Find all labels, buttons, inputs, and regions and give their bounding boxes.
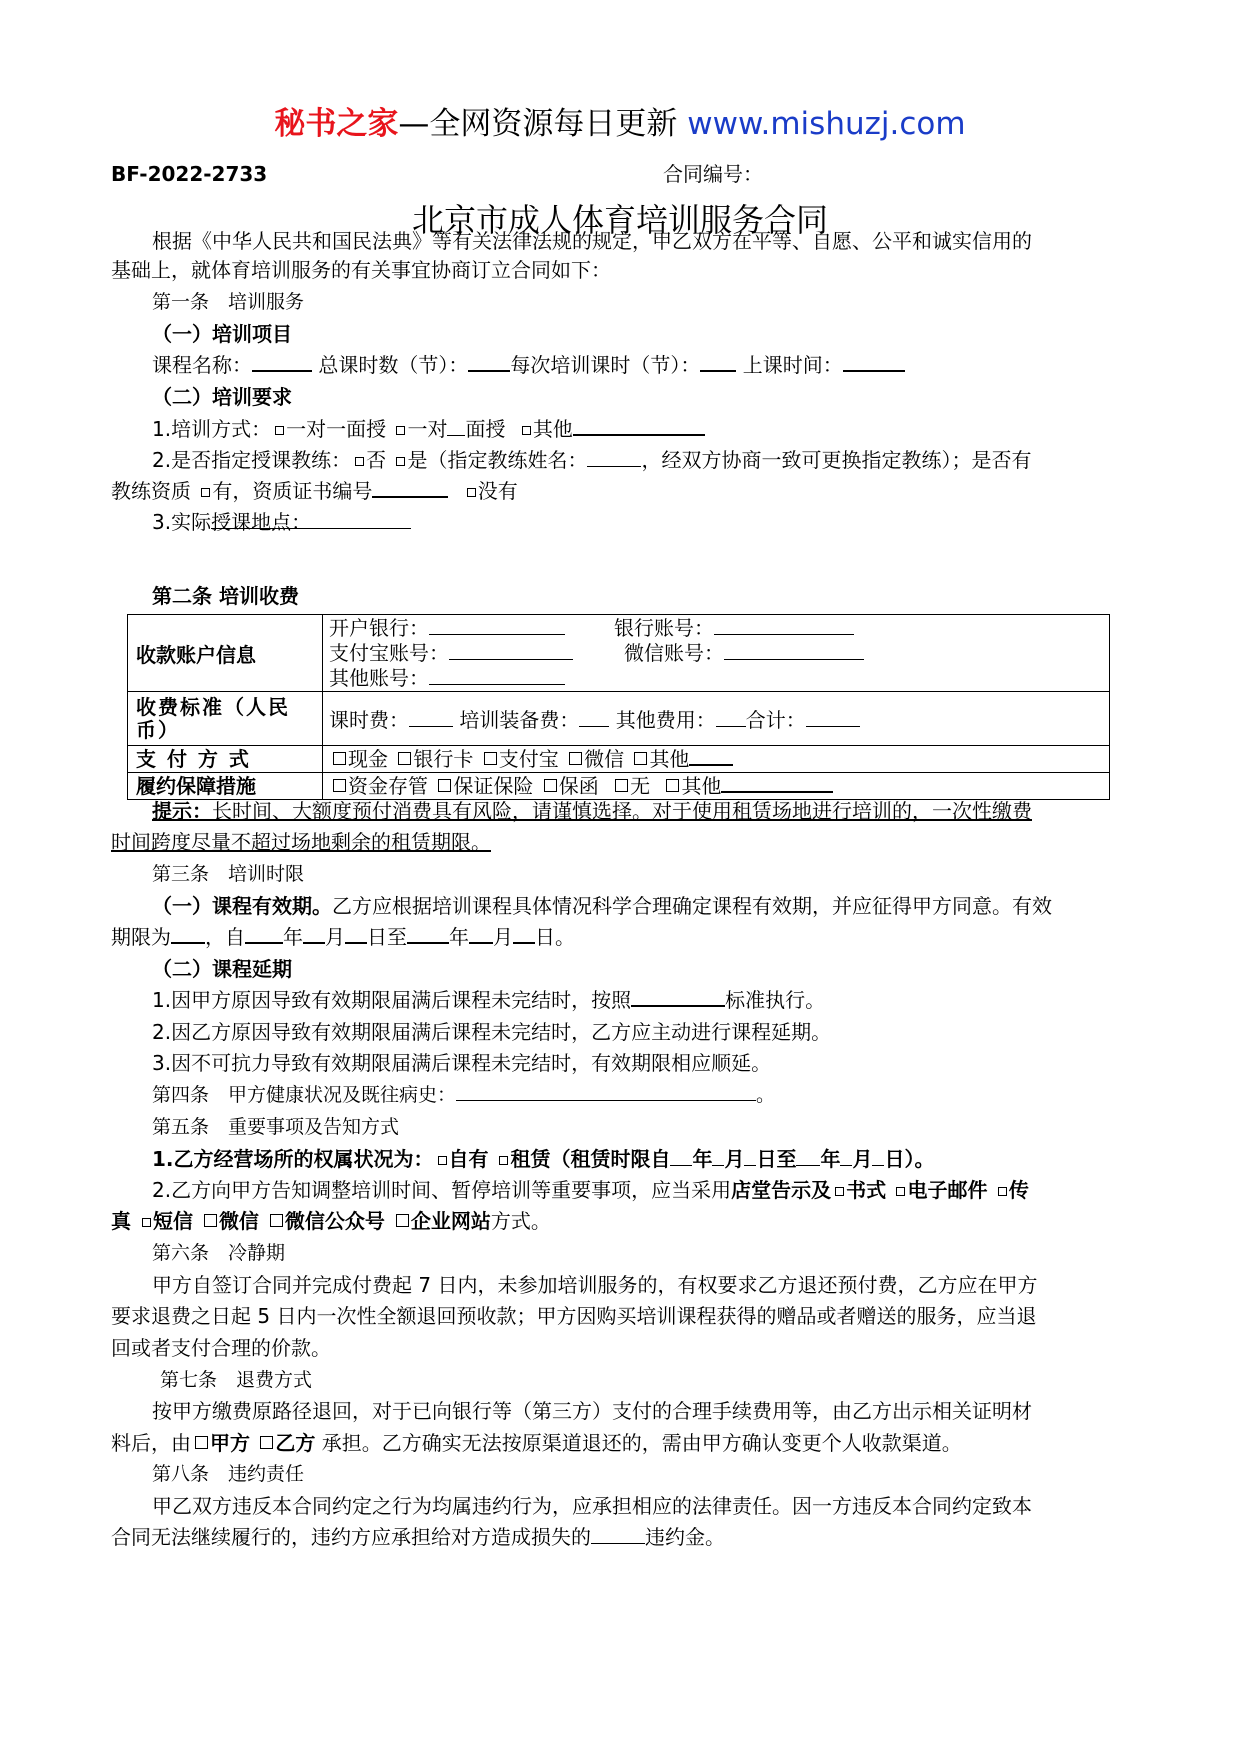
contract-number-label: 合同编号： — [663, 162, 763, 186]
class-time-label: 上课时间： — [742, 353, 843, 377]
notice-option-fax: 传 — [1008, 1178, 1029, 1202]
checkbox-guarantee-other[interactable] — [666, 779, 679, 792]
tip-label: 提示： — [152, 799, 212, 823]
pay-option-cash: 现金 — [348, 747, 388, 771]
checkbox-wechat-official[interactable] — [270, 1214, 283, 1227]
lease-year-label: 年 — [692, 1147, 713, 1171]
per-session-blank[interactable] — [700, 350, 736, 372]
fee-hour-blank[interactable] — [409, 708, 453, 727]
pay-option-wechat: 微信 — [584, 747, 625, 771]
notice-option-fax-cont: 真 — [111, 1209, 131, 1233]
pay-other-blank[interactable] — [689, 746, 733, 766]
training-mode-label: 1.培训方式： — [152, 417, 272, 441]
coach-no-label: 否 — [366, 448, 387, 472]
fee-hour-label: 课时费： — [329, 708, 409, 732]
checkbox-website[interactable] — [396, 1214, 409, 1227]
fee-total-blank[interactable] — [806, 708, 860, 727]
pay-option-alipay: 支付宝 — [498, 747, 559, 771]
delay-line-1 — [152, 984, 1140, 1016]
intro-line-2: 基础上，就体育培训服务的有关事宜协商订立合同如下： — [111, 258, 611, 282]
certificate-number-blank[interactable] — [372, 476, 448, 498]
article-8-heading: 第八条 违约责任 — [152, 1463, 305, 1485]
qualification-no-label: 没有 — [477, 479, 518, 503]
course-name-blank[interactable] — [252, 350, 312, 372]
validity-text: 乙方应根据培训课程具体情况科学合理确定课程有效期，并应征得甲方同意。有效 — [332, 894, 1052, 918]
article-1-section-1: （一）培训项目 — [152, 322, 292, 346]
checkbox-written[interactable] — [835, 1187, 844, 1196]
coach-qualification-label: 教练资质 — [111, 479, 191, 503]
checkbox-none[interactable] — [615, 779, 628, 792]
notice-option-sms: 短信 — [152, 1209, 193, 1233]
validity-period-line — [111, 921, 1140, 953]
checkbox-insurance[interactable] — [438, 779, 451, 792]
notice-option-store: 店堂告示及 — [731, 1178, 832, 1202]
checkbox-coach-no[interactable] — [355, 457, 364, 466]
article-1-section-2: （二）培训要求 — [152, 385, 292, 409]
wechat-label: 微信账号： — [624, 640, 724, 665]
pay-option-other: 其他 — [649, 747, 690, 771]
mode-option-other: 其他 — [532, 417, 573, 441]
refund-option-party-b: 乙方 — [275, 1431, 316, 1455]
tip-line-2: 时间跨度尽量不超过场地剩余的租赁期限。 — [111, 830, 491, 854]
lease-start-year-blank[interactable] — [670, 1145, 692, 1166]
checkbox-cash[interactable] — [333, 752, 346, 765]
table-row — [128, 692, 1110, 746]
article-6-line-2: 要求退费之日起 5 日内一次性全额退回预收款；甲方因购买培训课程获得的赠品或者赠送的服务，应当退 — [111, 1304, 1037, 1328]
coach-name-blank[interactable] — [587, 446, 641, 467]
article-5-item-2-cont — [111, 1205, 1140, 1237]
month-label-2: 月 — [493, 925, 513, 949]
bank-account-label: 银行账号： — [614, 615, 714, 640]
lease-end-year-blank[interactable] — [796, 1145, 820, 1166]
validity-blank[interactable] — [171, 922, 205, 944]
intro-line-1: 根据《中华人民共和国民法典》等有关法律法规的规定，甲乙双方在平等、自愿、公平和诚实信用的 — [152, 229, 1032, 253]
article-5-item-1 — [152, 1143, 1140, 1175]
article-4-end: 。 — [756, 1084, 776, 1106]
lease-day-end: 日）。 — [884, 1147, 935, 1171]
guarantee-option-other: 其他 — [681, 774, 722, 798]
day-label-end: 日。 — [535, 925, 575, 949]
coach-yes-tail: ，经双方协商一致可更换指定教练）；是否有 — [641, 448, 1032, 472]
alipay-blank[interactable] — [449, 641, 573, 660]
ownership-label: 1.乙方经营场所的权属状况为： — [152, 1147, 434, 1171]
checkbox-mode-other[interactable] — [522, 426, 531, 435]
delay-1-tail: 标准执行。 — [725, 988, 826, 1012]
article-8-line-1: 甲乙双方违反本合同约定之行为均属违约行为，应承担相应的法律责任。因一方违反本合同约定致本 — [152, 1494, 1032, 1518]
checkbox-email[interactable] — [896, 1187, 905, 1196]
guarantee-header: 履约保障措施 — [128, 773, 323, 800]
fee-other-blank[interactable] — [716, 708, 746, 727]
guarantee-option-2: 保证保险 — [453, 774, 534, 798]
qualification-yes-label: 有，资质证书编号 — [212, 479, 373, 503]
checkbox-qualification-yes[interactable] — [201, 488, 210, 497]
notice-tail: 方式。 — [490, 1209, 551, 1233]
bank-label: 开户银行： — [329, 615, 429, 640]
article-7-line-2 — [111, 1427, 1140, 1459]
delay-line-2: 2.因乙方原因导致有效期限届满后课程未完结时，乙方应主动进行课程延期。 — [152, 1020, 832, 1044]
refund-option-party-a: 甲方 — [210, 1431, 250, 1455]
group-size-blank[interactable] — [447, 415, 465, 436]
checkbox-letter-of-guarantee[interactable] — [544, 779, 557, 792]
fee-equipment-blank[interactable] — [579, 708, 609, 727]
lease-start-day-blank[interactable] — [744, 1145, 756, 1166]
class-time-blank[interactable] — [843, 350, 905, 372]
year-label: 年 — [283, 925, 303, 949]
mode-option-1: 一对一面授 — [286, 417, 387, 441]
article-6-line-1: 甲方自签订合同并完成付费起 7 日内，未参加培训服务的，有权要求乙方退还预付费，乙方应在甲方 — [152, 1273, 1038, 1297]
checkbox-owned[interactable] — [438, 1156, 447, 1165]
article-4-line — [152, 1079, 1140, 1111]
lease-day-to-label: 日至 — [756, 1147, 797, 1171]
checkbox-bank-card[interactable] — [398, 752, 411, 765]
guarantee-option-3: 保函 — [558, 774, 599, 798]
guarantee-option-1: 资金存管 — [348, 774, 428, 798]
table-row — [128, 746, 1110, 773]
article-3-section-1 — [152, 890, 1140, 922]
payment-method-header: 支 付 方 式 — [128, 746, 323, 773]
checkbox-leased[interactable] — [499, 1156, 508, 1165]
bank-account-blank[interactable] — [714, 616, 854, 635]
notice-option-wechat: 微信 — [218, 1209, 259, 1233]
liability-text: 合同无法继续履行的，违约方应承担给对方造成损失的 — [111, 1525, 591, 1549]
start-year-blank[interactable] — [245, 922, 283, 944]
notice-text: 2.乙方向甲方告知调整培训时间、暂停培训等重要事项，应当采用 — [152, 1178, 732, 1202]
lease-year-label-2: 年 — [820, 1147, 841, 1171]
article-5-item-2 — [152, 1174, 1140, 1206]
checkbox-wechat-notice[interactable] — [204, 1214, 217, 1227]
page-title: 北京市成人体育培训服务合同 — [411, 201, 828, 239]
checkbox-party-b[interactable] — [260, 1436, 273, 1449]
coach-line-2 — [111, 475, 1140, 507]
training-place-line — [152, 506, 1140, 538]
notice-option-written: 书式 — [846, 1178, 887, 1202]
notice-option-website: 企业网站 — [410, 1209, 491, 1233]
account-info-header: 收款账户信息 — [128, 615, 323, 692]
article-5-heading: 第五条 重要事项及告知方式 — [152, 1116, 400, 1138]
article-4-heading: 第四条 甲方健康状况及既往病史： — [152, 1084, 457, 1106]
other-account-label: 其他账号： — [329, 665, 429, 690]
day-to-label: 日至 — [367, 925, 407, 949]
guarantee-option-4: 无 — [630, 774, 651, 798]
notice-option-wechat-official: 微信公众号 — [284, 1209, 385, 1233]
site-banner — [0, 102, 1240, 146]
delay-1-text: 1.因甲方原因导致有效期限届满后课程未完结时，按照 — [152, 988, 632, 1012]
checkbox-sms[interactable] — [142, 1218, 151, 1227]
mode-other-blank[interactable] — [573, 414, 705, 436]
leased-label: 租赁（租赁时限自 — [510, 1147, 671, 1171]
month-label: 月 — [325, 925, 345, 949]
coach-line-1 — [152, 444, 1140, 476]
pay-option-bank-card: 银行卡 — [413, 747, 474, 771]
checkbox-fund-custody[interactable] — [333, 779, 346, 792]
validity-from: ，自 — [205, 925, 245, 949]
checkbox-one-on-one[interactable] — [275, 426, 284, 435]
validity-label: 期限为 — [111, 925, 171, 949]
liability-tail: 违约金。 — [645, 1525, 725, 1549]
checkbox-one-to-n[interactable] — [396, 426, 405, 435]
guarantee-other-blank[interactable] — [721, 773, 833, 793]
delay-line-3: 3.因不可抗力导致有效期限届满后课程未完结时，有效期限相应顺延。 — [152, 1051, 772, 1075]
start-day-blank[interactable] — [345, 922, 367, 944]
course-name-label: 课程名称： — [152, 353, 252, 377]
lease-month-label-2: 月 — [852, 1147, 873, 1171]
checkbox-party-a[interactable] — [195, 1436, 208, 1449]
coach-yes-label: 是（指定教练姓名： — [407, 448, 588, 472]
per-session-label: 每次培训课时（节）： — [510, 353, 701, 377]
health-history-blank[interactable] — [456, 1080, 756, 1101]
account-info-cell — [323, 615, 1110, 692]
lease-start-month-blank[interactable] — [712, 1145, 724, 1166]
coach-label: 2.是否指定授课教练： — [152, 448, 352, 472]
alipay-label: 支付宝账号： — [329, 640, 449, 665]
lease-end-month-blank[interactable] — [840, 1145, 852, 1166]
payment-method-cell — [323, 746, 1110, 773]
checkbox-wechat[interactable] — [569, 752, 582, 765]
total-hours-blank[interactable] — [468, 350, 510, 372]
fee-standard-header: 收费标准（人民币） — [128, 692, 323, 746]
checkbox-alipay[interactable] — [484, 752, 497, 765]
notice-option-email: 电子邮件 — [907, 1178, 988, 1202]
end-month-blank[interactable] — [469, 922, 493, 944]
checkbox-pay-other[interactable] — [634, 752, 647, 765]
fee-table — [127, 614, 1110, 800]
lease-end-day-blank[interactable] — [872, 1145, 884, 1166]
owned-label: 自有 — [448, 1147, 489, 1171]
wechat-blank[interactable] — [724, 641, 864, 660]
fee-total-label: 合计： — [745, 708, 806, 732]
refund-text: 料后，由 — [111, 1431, 191, 1455]
mode-option-2: 一对 — [407, 417, 448, 441]
article-3-section-2: （二）课程延期 — [152, 957, 292, 981]
article-7-line-1: 按甲方缴费原路径退回，对于已向银行等（第三方）支付的合理手续费用等，由乙方出示相关证明材 — [152, 1399, 1032, 1423]
total-hours-label: 总课时数（节）： — [318, 353, 469, 377]
end-day-blank[interactable] — [513, 922, 535, 944]
course-info-line — [152, 349, 1140, 381]
banner-url[interactable]: www.mishuzj.com — [687, 106, 966, 142]
banner-brand: 秘书之家 — [274, 106, 399, 142]
banner-tagline: —全网资源每日更新 — [398, 106, 678, 142]
article-2-heading: 第二条 培训收费 — [152, 584, 299, 608]
lease-month-label: 月 — [724, 1147, 745, 1171]
start-month-blank[interactable] — [303, 922, 325, 944]
checkbox-qualification-no[interactable] — [467, 488, 476, 497]
year-label-2: 年 — [449, 925, 469, 949]
fee-standard-cell — [323, 692, 1110, 746]
checkbox-coach-yes[interactable] — [396, 457, 405, 466]
penalty-blank[interactable] — [591, 1523, 645, 1544]
other-account-blank[interactable] — [429, 666, 565, 685]
checkbox-fax[interactable] — [998, 1187, 1007, 1196]
table-row — [128, 615, 1110, 692]
article-6-line-3: 回或者支付合理的价款。 — [111, 1336, 331, 1360]
article-6-heading: 第六条 冷静期 — [152, 1242, 286, 1264]
article-7-heading: 第七条 退费方式 — [160, 1369, 313, 1391]
tip-text-1: 长时间、大额度预付消费具有风险，请谨慎选择。对于使用租赁场地进行培训的，一次性缴费 — [212, 799, 1032, 823]
training-place-blank[interactable] — [211, 508, 411, 529]
article-3-heading: 第三条 培训时限 — [152, 863, 305, 885]
end-year-blank[interactable] — [407, 922, 449, 944]
bank-blank[interactable] — [429, 616, 565, 635]
fee-other-label: 其他费用： — [615, 708, 716, 732]
article-8-line-2 — [111, 1521, 1140, 1553]
article-1-heading: 第一条 培训服务 — [152, 291, 305, 313]
mode-option-2b: 面授 — [465, 417, 506, 441]
training-mode-line — [152, 413, 1140, 445]
validity-heading: （一）课程有效期。 — [152, 894, 332, 918]
fee-equipment-label: 培训装备费： — [459, 708, 580, 732]
training-place-label: 3.实际授课地点： — [152, 510, 312, 534]
refund-tail: 承担。乙方确实无法按原渠道退还的，需由甲方确认变更个人收款渠道。 — [321, 1431, 962, 1455]
delay-standard-blank[interactable] — [631, 985, 725, 1007]
doc-number: BF-2022-2733 — [111, 162, 268, 186]
tip-line-1 — [152, 795, 1140, 827]
